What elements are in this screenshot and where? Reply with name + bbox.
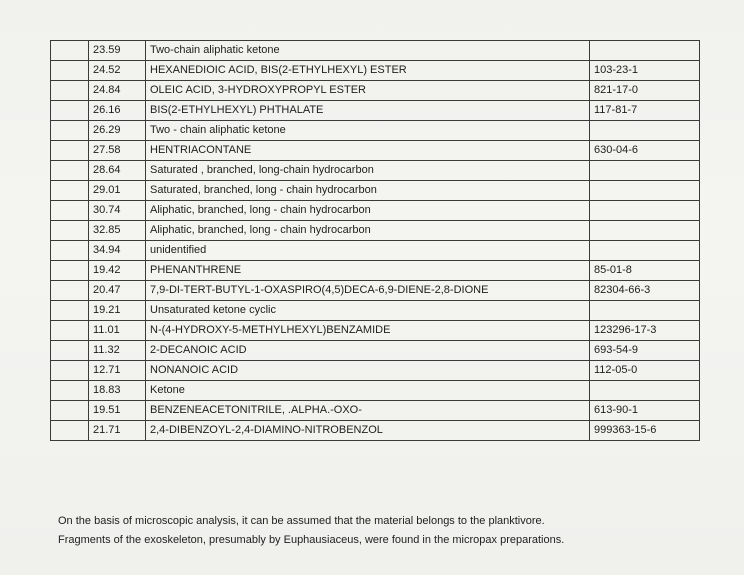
cas-number-cell xyxy=(590,41,700,61)
table-row xyxy=(51,261,700,281)
retention-time-cell: 34.94 xyxy=(89,241,146,261)
cas-number-cell: 117-81-7 xyxy=(590,101,700,121)
cas-number-cell: 821-17-0 xyxy=(590,81,700,101)
compound-name-cell: HENTRIACONTANE xyxy=(146,141,590,161)
blank-cell xyxy=(51,381,89,401)
compound-name-cell: Aliphatic, branched, long - chain hydrocarbon xyxy=(146,221,590,241)
table-row xyxy=(51,101,700,121)
retention-time-cell: 19.21 xyxy=(89,301,146,321)
cas-number-cell: 112-05-0 xyxy=(590,361,700,381)
cas-number-cell: 103-23-1 xyxy=(590,61,700,81)
compound-name-cell: HEXANEDIOIC ACID, BIS(2-ETHYLHEXYL) ESTER xyxy=(146,61,590,81)
blank-cell xyxy=(51,201,89,221)
blank-cell xyxy=(51,121,89,141)
blank-cell xyxy=(51,341,89,361)
table-row xyxy=(51,181,700,201)
table-row xyxy=(51,141,700,161)
compound-name-cell: OLEIC ACID, 3-HYDROXYPROPYL ESTER xyxy=(146,81,590,101)
compound-name-cell: Saturated , branched, long-chain hydrocarbon xyxy=(146,161,590,181)
table-row xyxy=(51,221,700,241)
note-line-2: Fragments of the exoskeleton, presumably by Euphausiaceus, were found in the micropax preparations. xyxy=(58,534,565,546)
retention-time-cell: 26.16 xyxy=(89,101,146,121)
compound-name-cell: Unsaturated ketone cyclic xyxy=(146,301,590,321)
blank-cell xyxy=(51,241,89,261)
cas-number-cell xyxy=(590,301,700,321)
compound-name-cell: N-(4-HYDROXY-5-METHYLHEXYL)BENZAMIDE xyxy=(146,321,590,341)
retention-time-cell: 11.32 xyxy=(89,341,146,361)
cas-number-cell: 123296-17-3 xyxy=(590,321,700,341)
retention-time-cell: 26.29 xyxy=(89,121,146,141)
blank-cell xyxy=(51,281,89,301)
analysis-note xyxy=(58,512,738,550)
cas-number-cell xyxy=(590,161,700,181)
blank-cell xyxy=(51,301,89,321)
compound-name-cell: Ketone xyxy=(146,381,590,401)
table-row xyxy=(51,381,700,401)
blank-cell xyxy=(51,181,89,201)
retention-time-cell: 24.52 xyxy=(89,61,146,81)
note-line-1: On the basis of microscopic analysis, it can be assumed that the material belongs to the planktivore. xyxy=(58,515,545,527)
blank-cell xyxy=(51,81,89,101)
table-row xyxy=(51,341,700,361)
compound-name-cell: 2,4-DIBENZOYL-2,4-DIAMINO-NITROBENZOL xyxy=(146,421,590,441)
compound-name-cell: 7,9-DI-TERT-BUTYL-1-OXASPIRO(4,5)DECA-6,9-DIENE-2,8-DIONE xyxy=(146,281,590,301)
blank-cell xyxy=(51,421,89,441)
compound-name-cell: unidentified xyxy=(146,241,590,261)
blank-cell xyxy=(51,261,89,281)
table-row xyxy=(51,421,700,441)
cas-number-cell xyxy=(590,201,700,221)
retention-time-cell: 27.58 xyxy=(89,141,146,161)
retention-time-cell: 11.01 xyxy=(89,321,146,341)
cas-number-cell: 82304-66-3 xyxy=(590,281,700,301)
blank-cell xyxy=(51,41,89,61)
retention-time-cell: 24.84 xyxy=(89,81,146,101)
cas-number-cell: 85-01-8 xyxy=(590,261,700,281)
compound-name-cell: 2-DECANOIC ACID xyxy=(146,341,590,361)
compound-name-cell: BIS(2-ETHYLHEXYL) PHTHALATE xyxy=(146,101,590,121)
cas-number-cell xyxy=(590,381,700,401)
compound-table xyxy=(50,40,700,441)
retention-time-cell: 12.71 xyxy=(89,361,146,381)
compound-name-cell: Two - chain aliphatic ketone xyxy=(146,121,590,141)
compound-name-cell: Two-chain aliphatic ketone xyxy=(146,41,590,61)
retention-time-cell: 18.83 xyxy=(89,381,146,401)
table-row xyxy=(51,161,700,181)
table-row xyxy=(51,201,700,221)
retention-time-cell: 30.74 xyxy=(89,201,146,221)
blank-cell xyxy=(51,61,89,81)
table-row xyxy=(51,241,700,261)
cas-number-cell xyxy=(590,221,700,241)
table-row xyxy=(51,81,700,101)
blank-cell xyxy=(51,361,89,381)
retention-time-cell: 28.64 xyxy=(89,161,146,181)
cas-number-cell: 613-90-1 xyxy=(590,401,700,421)
compound-name-cell: BENZENEACETONITRILE, .ALPHA.-OXO- xyxy=(146,401,590,421)
retention-time-cell: 19.51 xyxy=(89,401,146,421)
compound-table-body xyxy=(51,41,700,441)
table-row xyxy=(51,361,700,381)
table-row xyxy=(51,401,700,421)
blank-cell xyxy=(51,321,89,341)
blank-cell xyxy=(51,101,89,121)
compound-name-cell: PHENANTHRENE xyxy=(146,261,590,281)
table-row xyxy=(51,41,700,61)
table-row xyxy=(51,301,700,321)
blank-cell xyxy=(51,161,89,181)
retention-time-cell: 19.42 xyxy=(89,261,146,281)
retention-time-cell: 20.47 xyxy=(89,281,146,301)
cas-number-cell: 693-54-9 xyxy=(590,341,700,361)
cas-number-cell: 630-04-6 xyxy=(590,141,700,161)
table-row xyxy=(51,121,700,141)
table-row xyxy=(51,281,700,301)
cas-number-cell xyxy=(590,181,700,201)
compound-name-cell: Saturated, branched, long - chain hydrocarbon xyxy=(146,181,590,201)
retention-time-cell: 32.85 xyxy=(89,221,146,241)
retention-time-cell: 29.01 xyxy=(89,181,146,201)
blank-cell xyxy=(51,401,89,421)
blank-cell xyxy=(51,221,89,241)
table-row xyxy=(51,321,700,341)
table-row xyxy=(51,61,700,81)
cas-number-cell: 999363-15-6 xyxy=(590,421,700,441)
cas-number-cell xyxy=(590,241,700,261)
cas-number-cell xyxy=(590,121,700,141)
compound-name-cell: Aliphatic, branched, long - chain hydrocarbon xyxy=(146,201,590,221)
blank-cell xyxy=(51,141,89,161)
compound-name-cell: NONANOIC ACID xyxy=(146,361,590,381)
retention-time-cell: 23.59 xyxy=(89,41,146,61)
retention-time-cell: 21.71 xyxy=(89,421,146,441)
